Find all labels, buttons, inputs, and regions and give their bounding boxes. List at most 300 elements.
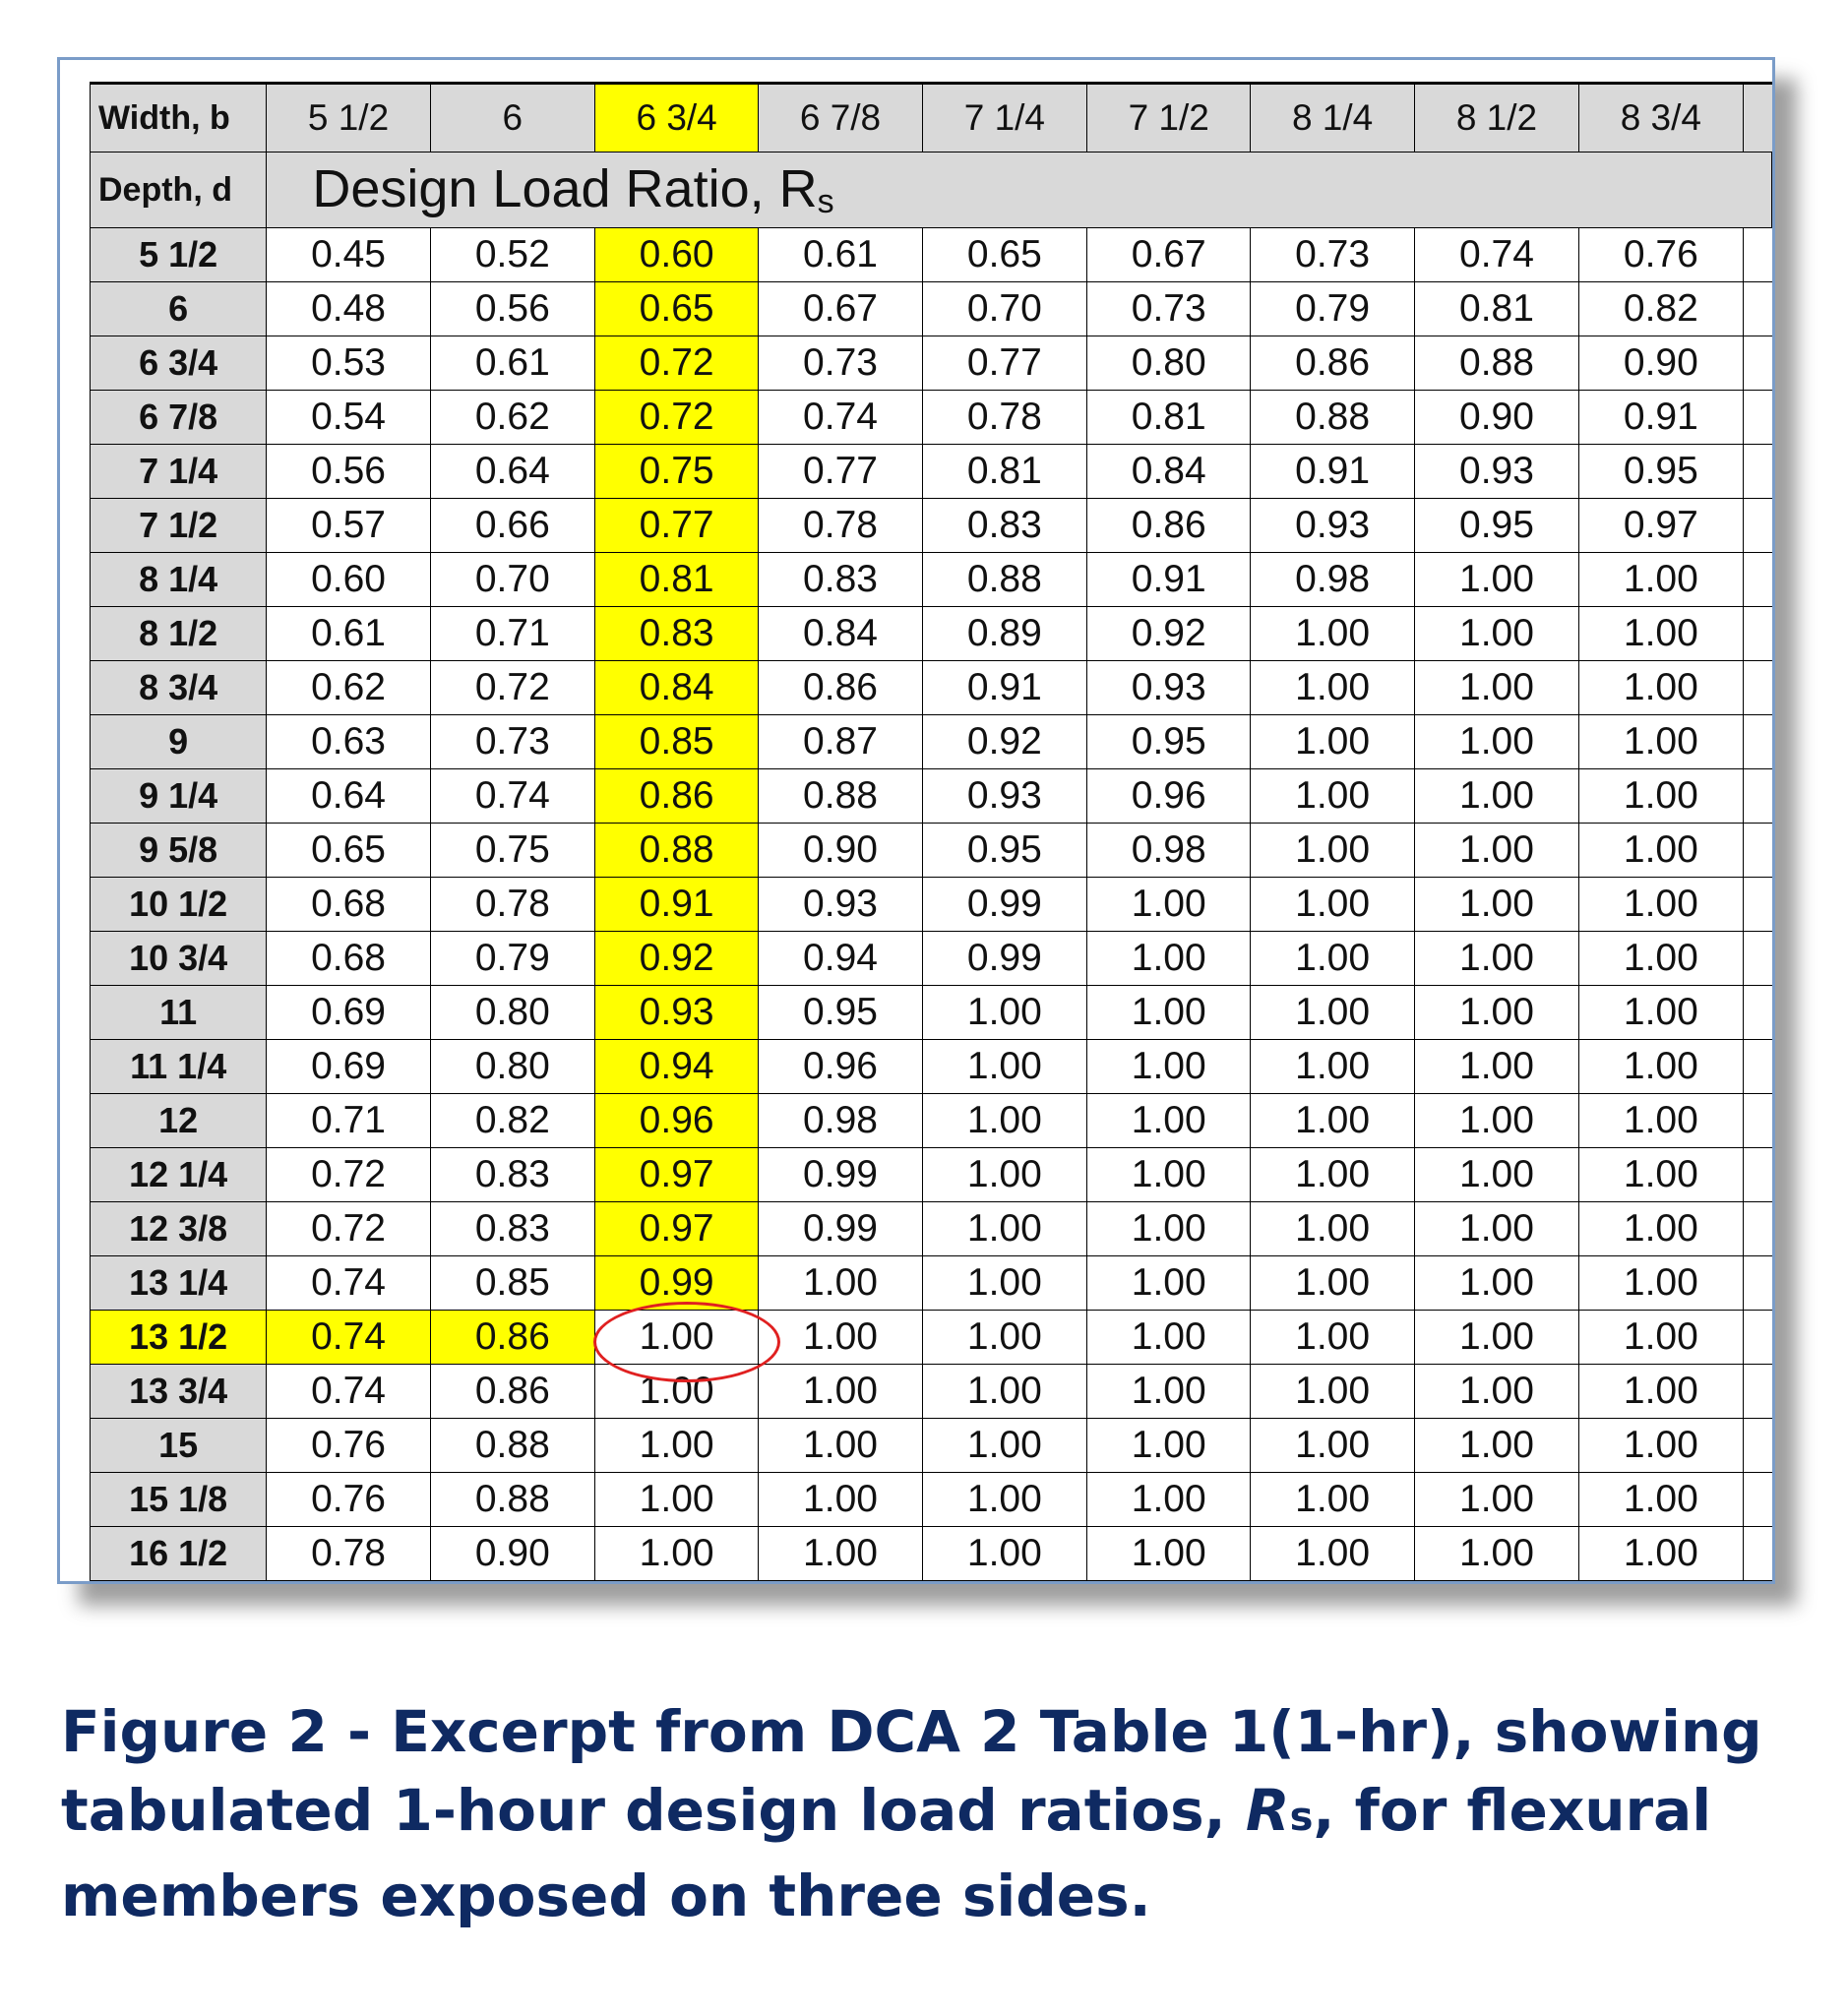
table-cell: 0.84 [759, 607, 922, 661]
table-cell: 1.00 [1414, 824, 1578, 878]
table-cell: 0.72 [267, 1202, 430, 1256]
table-cell: 1.00 [759, 1419, 922, 1473]
table-cell: 1.00 [1414, 878, 1578, 932]
table-cell: 0.68 [267, 932, 430, 986]
table-cell: 0.90 [1579, 336, 1743, 391]
table-cell: 1.00 [759, 1365, 922, 1419]
table-cell: 0.92 [922, 715, 1086, 769]
table-row [91, 1365, 1772, 1419]
depth-header: 8 1/4 [91, 553, 267, 607]
table-cell: 1.00 [1414, 986, 1578, 1040]
cut-off-column [1743, 986, 1771, 1040]
table-cell: 0.61 [759, 228, 922, 282]
table-row [91, 1202, 1772, 1256]
table-cell: 1.00 [1579, 1419, 1743, 1473]
table-row [91, 661, 1772, 715]
table-cell: 0.82 [430, 1094, 594, 1148]
table-cell: 0.86 [430, 1365, 594, 1419]
table-cell: 1.00 [1251, 1094, 1414, 1148]
table-cell: 1.00 [1579, 932, 1743, 986]
table-row [91, 932, 1772, 986]
table-cell: 1.00 [1579, 878, 1743, 932]
table-cell: 0.93 [594, 986, 758, 1040]
table-cell: 0.54 [267, 391, 430, 445]
table-row [91, 1419, 1772, 1473]
width-header: 7 1/2 [1087, 84, 1251, 153]
table-row [91, 391, 1772, 445]
table-cell: 0.83 [759, 553, 922, 607]
table-cell: 0.84 [594, 661, 758, 715]
cut-off-column [1743, 336, 1771, 391]
cut-off-column [1743, 1365, 1771, 1419]
corner-depth-label: Depth, d [91, 153, 267, 228]
table-cell: 1.00 [1087, 932, 1251, 986]
table-cell: 0.71 [430, 607, 594, 661]
table-cell: 0.92 [594, 932, 758, 986]
table-cell: 1.00 [1087, 1527, 1251, 1581]
table-cell: 1.00 [594, 1473, 758, 1527]
table-cell: 1.00 [1579, 769, 1743, 824]
table-cell: 1.00 [1579, 715, 1743, 769]
table-cell: 1.00 [1414, 1148, 1578, 1202]
cut-off-column [1743, 932, 1771, 986]
table-row [91, 769, 1772, 824]
table-cell: 0.78 [430, 878, 594, 932]
table-cell: 1.00 [922, 1040, 1086, 1094]
cut-off-column [1743, 84, 1771, 153]
table-cell: 1.00 [1251, 1256, 1414, 1311]
table-row [91, 986, 1772, 1040]
table-cell: 1.00 [1251, 715, 1414, 769]
table-cell: 1.00 [1087, 1202, 1251, 1256]
table-cell: 0.71 [267, 1094, 430, 1148]
table-row [91, 336, 1772, 391]
table-cell: 1.00 [1579, 986, 1743, 1040]
cut-off-column [1743, 1527, 1771, 1581]
table-cell: 0.80 [430, 986, 594, 1040]
table-cell: 0.97 [594, 1148, 758, 1202]
depth-header: 6 [91, 282, 267, 336]
table-cell: 0.72 [594, 336, 758, 391]
table-cell: 0.56 [430, 282, 594, 336]
table-cell: 1.00 [1414, 1256, 1578, 1311]
depth-header: 10 3/4 [91, 932, 267, 986]
table-cell: 0.61 [430, 336, 594, 391]
table-cell: 0.73 [1251, 228, 1414, 282]
table-cell: 0.63 [267, 715, 430, 769]
table-cell: 0.95 [1414, 499, 1578, 553]
depth-header: 9 1/4 [91, 769, 267, 824]
table-row [91, 1040, 1772, 1094]
table-cell: 0.74 [1414, 228, 1578, 282]
table-cell: 1.00 [759, 1311, 922, 1365]
depth-header: 8 1/2 [91, 607, 267, 661]
table-cell: 1.00 [1251, 1365, 1414, 1419]
depth-header: 13 3/4 [91, 1365, 267, 1419]
table-cell: 1.00 [1579, 1365, 1743, 1419]
depth-header: 13 1/2 [91, 1311, 267, 1365]
table-cell: 1.00 [1414, 715, 1578, 769]
design-load-ratio-table [90, 82, 1772, 1581]
table-cell: 1.00 [922, 1311, 1086, 1365]
depth-header: 15 1/8 [91, 1473, 267, 1527]
table-cell: 0.67 [759, 282, 922, 336]
cut-off-column [1743, 661, 1771, 715]
cut-off-column [1743, 1419, 1771, 1473]
table-row [91, 1148, 1772, 1202]
cut-off-column [1743, 769, 1771, 824]
table-row [91, 824, 1772, 878]
table-cell: 0.97 [1579, 499, 1743, 553]
depth-header: 10 1/2 [91, 878, 267, 932]
table-cell: 0.99 [922, 932, 1086, 986]
table-cell: 1.00 [1251, 1473, 1414, 1527]
width-header: 6 3/4 [594, 84, 758, 153]
table-cell: 1.00 [1579, 1202, 1743, 1256]
table-cell: 1.00 [1414, 1527, 1578, 1581]
table-cell: 1.00 [922, 1256, 1086, 1311]
table-cell: 0.88 [922, 553, 1086, 607]
figure-caption [61, 1692, 1813, 1935]
table-cell: 0.83 [430, 1148, 594, 1202]
table-cell: 1.00 [1579, 607, 1743, 661]
table-cell: 0.92 [1087, 607, 1251, 661]
table-cell: 0.53 [267, 336, 430, 391]
table-cell: 0.78 [759, 499, 922, 553]
depth-header: 12 1/4 [91, 1148, 267, 1202]
cut-off-column [1743, 1094, 1771, 1148]
table-cell: 0.73 [430, 715, 594, 769]
cut-off-column [1743, 228, 1771, 282]
caption-symbol: R [1245, 1777, 1290, 1844]
table-cell: 0.85 [430, 1256, 594, 1311]
table-cell: 1.00 [1414, 769, 1578, 824]
table-cell: 1.00 [594, 1365, 758, 1419]
caption-subscript: s [1289, 1795, 1314, 1840]
table-cell: 0.60 [267, 553, 430, 607]
table-row [91, 878, 1772, 932]
table-cell: 1.00 [922, 1202, 1086, 1256]
table-cell: 0.45 [267, 228, 430, 282]
depth-header: 9 [91, 715, 267, 769]
width-header: 6 7/8 [759, 84, 922, 153]
table-cell: 0.99 [922, 878, 1086, 932]
depth-header: 6 3/4 [91, 336, 267, 391]
depth-header: 7 1/4 [91, 445, 267, 499]
table-cell: 0.94 [594, 1040, 758, 1094]
table-cell: 1.00 [922, 1148, 1086, 1202]
depth-header: 16 1/2 [91, 1527, 267, 1581]
cut-off-column [1743, 878, 1771, 932]
table-row [91, 1473, 1772, 1527]
table-cell: 0.79 [430, 932, 594, 986]
table-cell: 1.00 [1579, 1040, 1743, 1094]
table-cell: 1.00 [1579, 824, 1743, 878]
table-row [91, 1094, 1772, 1148]
depth-header: 12 [91, 1094, 267, 1148]
depth-header: 11 [91, 986, 267, 1040]
table-cell: 1.00 [1414, 1365, 1578, 1419]
depth-header: 7 1/2 [91, 499, 267, 553]
table-cell: 0.83 [922, 499, 1086, 553]
table-cell: 0.91 [1087, 553, 1251, 607]
table-row [91, 1527, 1772, 1581]
table-cell: 1.00 [1251, 607, 1414, 661]
table-cell: 0.83 [430, 1202, 594, 1256]
table-cell: 0.61 [267, 607, 430, 661]
table-row [91, 228, 1772, 282]
table-cell: 0.69 [267, 986, 430, 1040]
table-cell: 1.00 [1414, 932, 1578, 986]
table-cell: 1.00 [1087, 1256, 1251, 1311]
table-cell: 0.88 [594, 824, 758, 878]
table-cell: 1.00 [1251, 1419, 1414, 1473]
cut-off-column [1743, 1148, 1771, 1202]
table-cell: 0.93 [1087, 661, 1251, 715]
table-cell: 1.00 [1579, 1256, 1743, 1311]
table-cell: 0.87 [759, 715, 922, 769]
cut-off-column [1743, 1311, 1771, 1365]
table-cell: 0.96 [1087, 769, 1251, 824]
depth-header: 5 1/2 [91, 228, 267, 282]
table-cell: 0.74 [267, 1256, 430, 1311]
design-load-ratio-subscript: s [817, 183, 834, 220]
table-cell: 1.00 [1579, 1148, 1743, 1202]
table-cell: 1.00 [1414, 553, 1578, 607]
table-cell: 1.00 [759, 1527, 922, 1581]
table-cell: 1.00 [922, 1419, 1086, 1473]
caption-text-end: , for flexural members exposed on three sides. [61, 1777, 1712, 1929]
table-cell: 0.76 [1579, 228, 1743, 282]
table-cell: 1.00 [1087, 1311, 1251, 1365]
table-cell: 0.62 [267, 661, 430, 715]
table-cell: 1.00 [1087, 986, 1251, 1040]
table-cell: 1.00 [759, 1256, 922, 1311]
table-cell: 1.00 [1414, 1419, 1578, 1473]
table-row [91, 553, 1772, 607]
table-cell: 0.90 [759, 824, 922, 878]
table-row [91, 1256, 1772, 1311]
table-cell: 1.00 [1087, 1040, 1251, 1094]
table-cell: 0.74 [267, 1365, 430, 1419]
table-cell: 1.00 [1414, 1202, 1578, 1256]
table-cell: 0.73 [759, 336, 922, 391]
table-cell: 1.00 [1414, 1040, 1578, 1094]
cut-off-column [1743, 824, 1771, 878]
table-cell: 0.60 [594, 228, 758, 282]
table-cell: 0.98 [1251, 553, 1414, 607]
depth-header: 12 3/8 [91, 1202, 267, 1256]
table-cell: 0.74 [759, 391, 922, 445]
table-cell: 0.67 [1087, 228, 1251, 282]
width-header: 8 1/2 [1414, 84, 1578, 153]
table-cell: 0.75 [594, 445, 758, 499]
table-cell: 0.85 [594, 715, 758, 769]
table-cell: 0.95 [1579, 445, 1743, 499]
table-cell: 0.82 [1579, 282, 1743, 336]
cut-off-column [1743, 715, 1771, 769]
table-cell: 0.64 [430, 445, 594, 499]
table-cell: 0.70 [430, 553, 594, 607]
table-cell: 0.83 [594, 607, 758, 661]
table-cell: 1.00 [922, 1527, 1086, 1581]
table-cell: 1.00 [1579, 1527, 1743, 1581]
table-cell: 0.86 [594, 769, 758, 824]
design-load-ratio-title [267, 153, 1772, 228]
depth-header: 11 1/4 [91, 1040, 267, 1094]
table-row [91, 282, 1772, 336]
table-cell: 0.99 [594, 1256, 758, 1311]
depth-header: 9 5/8 [91, 824, 267, 878]
table-cell: 0.57 [267, 499, 430, 553]
table-cell: 1.00 [1087, 1148, 1251, 1202]
design-load-ratio-text: Design Load Ratio, R [312, 159, 818, 218]
table-cell: 0.65 [922, 228, 1086, 282]
depth-header: 13 1/4 [91, 1256, 267, 1311]
cut-off-column [1743, 1040, 1771, 1094]
depth-header: 8 3/4 [91, 661, 267, 715]
table-cell: 0.81 [922, 445, 1086, 499]
table-cell: 0.86 [430, 1311, 594, 1365]
table-cell: 0.81 [594, 553, 758, 607]
table-cell: 0.76 [267, 1419, 430, 1473]
table-cell: 0.88 [1414, 336, 1578, 391]
table-cell: 0.77 [922, 336, 1086, 391]
corner-width-label: Width, b [91, 84, 267, 153]
width-header: 8 3/4 [1579, 84, 1743, 153]
table-row [91, 607, 1772, 661]
table-cell: 0.52 [430, 228, 594, 282]
table-cell: 0.88 [1251, 391, 1414, 445]
table-cell: 0.72 [267, 1148, 430, 1202]
table-cell: 0.66 [430, 499, 594, 553]
table-cell: 0.91 [594, 878, 758, 932]
table-cell: 0.77 [594, 499, 758, 553]
table-cell: 0.75 [430, 824, 594, 878]
table-cell: 0.98 [759, 1094, 922, 1148]
table-cell: 0.73 [1087, 282, 1251, 336]
table-cell: 0.88 [430, 1419, 594, 1473]
cut-off-column [1743, 1473, 1771, 1527]
table-cell: 0.95 [759, 986, 922, 1040]
cut-off-column [1743, 282, 1771, 336]
table-cell: 0.93 [1414, 445, 1578, 499]
table-cell: 0.80 [1087, 336, 1251, 391]
width-header: 8 1/4 [1251, 84, 1414, 153]
table-cell: 0.69 [267, 1040, 430, 1094]
cut-off-column [1743, 499, 1771, 553]
table-cell: 0.88 [759, 769, 922, 824]
width-header: 5 1/2 [267, 84, 430, 153]
table-cell: 1.00 [1087, 1473, 1251, 1527]
table-cell: 0.79 [1251, 282, 1414, 336]
table-figure-frame [57, 57, 1775, 1584]
table-cell: 0.84 [1087, 445, 1251, 499]
table-cell: 0.74 [267, 1311, 430, 1365]
cut-off-column [1743, 391, 1771, 445]
table-cell: 1.00 [1087, 878, 1251, 932]
table-row [91, 715, 1772, 769]
table-cell: 0.96 [594, 1094, 758, 1148]
table-cell: 1.00 [1251, 824, 1414, 878]
table-cell: 0.80 [430, 1040, 594, 1094]
table-cell: 0.93 [1251, 499, 1414, 553]
table-cell: 0.70 [922, 282, 1086, 336]
table-cell: 1.00 [1579, 1094, 1743, 1148]
table-cell: 1.00 [922, 1365, 1086, 1419]
table-cell: 0.97 [594, 1202, 758, 1256]
table-cell: 1.00 [1251, 661, 1414, 715]
table-cell: 0.72 [594, 391, 758, 445]
cut-off-column [1743, 1256, 1771, 1311]
table-cell: 0.88 [430, 1473, 594, 1527]
table-cell: 1.00 [1251, 878, 1414, 932]
table-cell: 0.65 [267, 824, 430, 878]
table-cell: 1.00 [1414, 1311, 1578, 1365]
table-cell: 1.00 [1414, 661, 1578, 715]
table-cell: 0.94 [759, 932, 922, 986]
table-cell: 1.00 [1414, 1094, 1578, 1148]
table-cell: 0.86 [1251, 336, 1414, 391]
table-cell: 1.00 [1251, 1202, 1414, 1256]
cut-off-column [1743, 553, 1771, 607]
table-cell: 1.00 [759, 1473, 922, 1527]
table-cell: 0.81 [1087, 391, 1251, 445]
table-cell: 1.00 [1251, 932, 1414, 986]
table-row [91, 445, 1772, 499]
table-cell: 0.81 [1414, 282, 1578, 336]
table-cell: 0.90 [430, 1527, 594, 1581]
table-cell: 0.78 [922, 391, 1086, 445]
table-cell: 0.77 [759, 445, 922, 499]
caption-text-start: Figure 2 - Excerpt from DCA 2 Table 1(1-hr), showing tabulated 1-hour design load ratios, [61, 1698, 1762, 1844]
table-cell: 0.56 [267, 445, 430, 499]
table-cell: 0.78 [267, 1527, 430, 1581]
depth-header: 6 7/8 [91, 391, 267, 445]
table-cell: 0.76 [267, 1473, 430, 1527]
table-cell: 0.74 [430, 769, 594, 824]
cut-off-column [1743, 607, 1771, 661]
table-cell: 1.00 [1251, 1040, 1414, 1094]
table-cell: 0.98 [1087, 824, 1251, 878]
table-cell: 0.93 [759, 878, 922, 932]
table-cell: 0.95 [922, 824, 1086, 878]
table-cell: 0.48 [267, 282, 430, 336]
table-cell: 0.89 [922, 607, 1086, 661]
width-header: 7 1/4 [922, 84, 1086, 153]
table-cell: 1.00 [922, 1094, 1086, 1148]
table-cell: 1.00 [1579, 553, 1743, 607]
circled-cell: 1.00 [594, 1311, 758, 1365]
table-cell: 0.62 [430, 391, 594, 445]
table-cell: 0.96 [759, 1040, 922, 1094]
table-cell: 0.64 [267, 769, 430, 824]
table-cell: 0.90 [1414, 391, 1578, 445]
table-cell: 0.65 [594, 282, 758, 336]
table-cell: 0.93 [922, 769, 1086, 824]
table-cell: 0.91 [1251, 445, 1414, 499]
table-cell: 1.00 [1251, 986, 1414, 1040]
table-cell: 1.00 [1579, 1311, 1743, 1365]
cut-off-column [1743, 1202, 1771, 1256]
table-cell: 0.95 [1087, 715, 1251, 769]
table-cell: 1.00 [1579, 1473, 1743, 1527]
table-row [91, 499, 1772, 553]
table-cell: 0.68 [267, 878, 430, 932]
table-cell: 0.99 [759, 1202, 922, 1256]
table-cell: 0.99 [759, 1148, 922, 1202]
table-cell: 1.00 [1579, 661, 1743, 715]
